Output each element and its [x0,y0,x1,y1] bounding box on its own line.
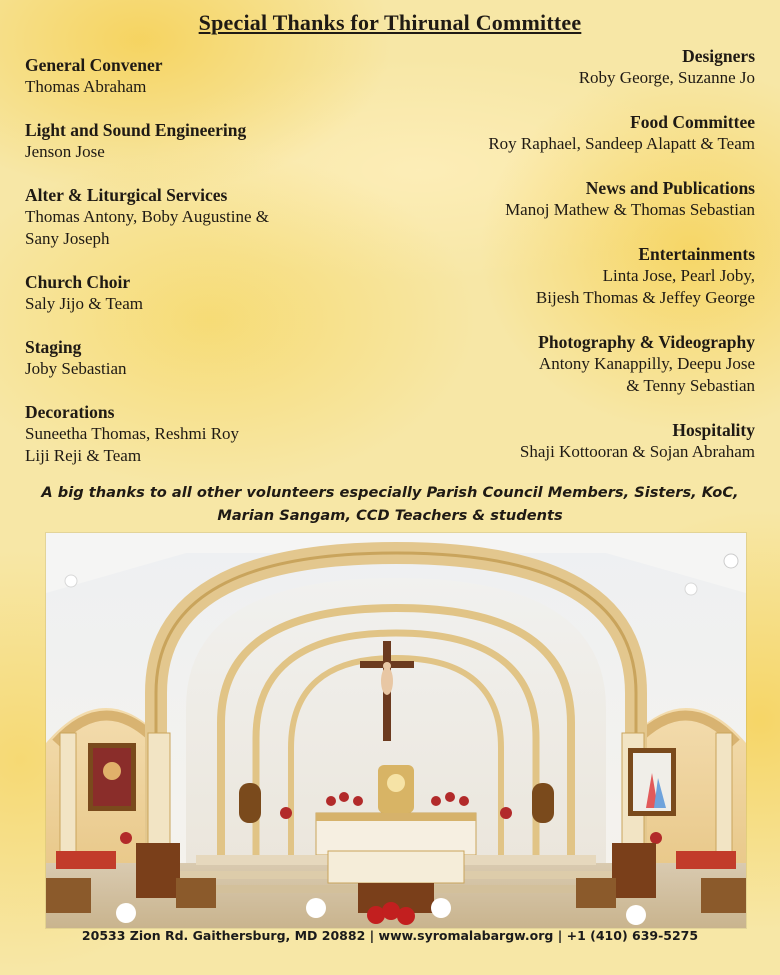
section-heading: Staging [25,337,82,357]
thanks-line-1: A big thanks to all other volunteers especially Parish Council Members, Sisters, KoC, [41,484,739,501]
section-heading: Alter & Liturgical Services [25,185,228,205]
section-names: Antony Kanappilly, Deepu Jose & Tenny Sebastian [538,354,755,395]
section-heading: News and Publications [585,178,755,198]
section-food-committee [395,112,755,155]
section-church-choir [25,272,385,315]
section-heading: Photography & Videography [538,332,755,352]
contact-footer: 20533 Zion Rd. Gaithersburg, MD 20882 | www.syromalabargw.org | +1 (410) 639-5275 [81,928,699,943]
thanks-line-2: Marian Sangam, CCD Teachers & students [217,507,563,524]
section-heading: General Convener [25,55,163,75]
page-title: Special Thanks for Thirunal Committee [198,10,582,35]
section-names: Manoj Mathew & Thomas Sebastian [505,200,755,219]
section-alter-liturgical [25,185,385,250]
section-heading: Light and Sound Engineering [25,120,247,140]
section-photography-videography [395,332,755,397]
section-heading: Decorations [25,402,115,422]
section-general-convener [25,55,385,98]
section-names: Shaji Kottooran & Sojan Abraham [519,442,755,461]
section-names: Saly Jijo & Team [25,294,143,313]
section-heading: Hospitality [672,420,755,440]
section-heading: Entertainments [638,244,755,264]
section-names: Linta Jose, Pearl Joby, Bijesh Thomas & Jeffey George [535,266,755,307]
section-heading: Designers [682,46,755,66]
section-heading: Food Committee [630,112,755,132]
section-names: Roby George, Suzanne Jo [578,68,755,87]
section-names: Joby Sebastian [25,359,127,378]
section-names: Roy Raphael, Sandeep Alapatt & Team [488,134,755,153]
section-hospitality [395,420,755,463]
section-news-publications [395,178,755,221]
section-decorations [25,402,385,467]
section-names: Suneetha Thomas, Reshmi Roy Liji Reji & Team [25,424,240,465]
volunteers-thanks [0,481,780,527]
section-names: Jenson Jose [25,142,105,161]
right-column [395,46,755,463]
section-heading: Church Choir [25,272,131,292]
section-designers [395,46,755,89]
left-column [25,55,385,467]
section-names: Thomas Abraham [25,77,147,96]
church-altar-photo [45,532,747,929]
section-entertainments [395,244,755,309]
section-light-sound [25,120,385,163]
section-staging [25,337,385,380]
section-names: Thomas Antony, Boby Augustine & Sany Joseph [25,207,269,248]
